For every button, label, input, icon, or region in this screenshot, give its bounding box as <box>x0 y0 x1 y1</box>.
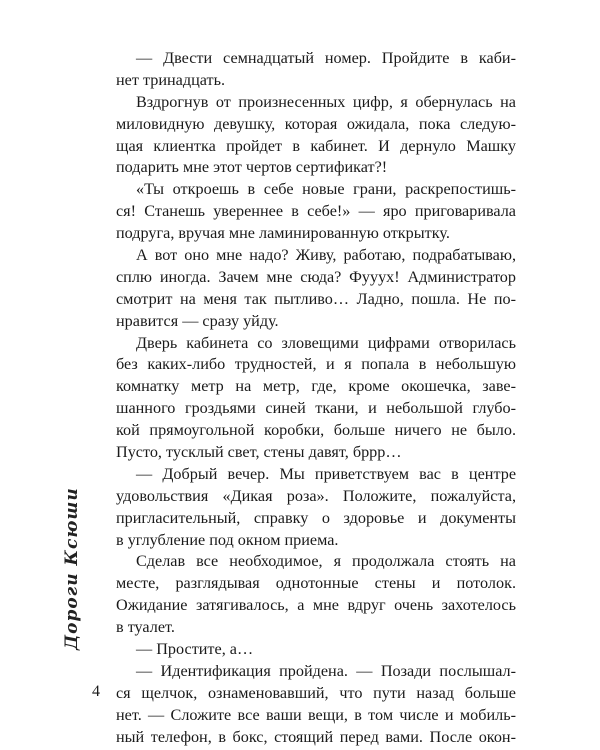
text-line: ся! Станешь увереннее в себе!» — яро приговаривала <box>116 202 516 221</box>
text-line: — Двести семнадцатый номер. Пройдите в каби- <box>136 49 516 67</box>
text-line: нет. — Сложите все ваши вещи, в том числе и мобиль- <box>116 705 516 724</box>
text-line: сплю иногда. Зачем мне сюда? Фууух! Администратор <box>116 267 516 286</box>
text-line: шанного гроздьями синей ткани, и небольшой глубо- <box>116 399 516 418</box>
text-line: без каких-либо трудностей, и я попала в небольшую <box>116 355 516 374</box>
author-signature-stamp: Дороги Ксюши <box>62 487 82 650</box>
text-line: смотрит на меня так пытливо… Ладно, пошла. Не по- <box>116 289 516 308</box>
body-text <box>116 48 516 749</box>
text-line: Ожидание затягивалось, а мне вдруг очень захотелось <box>116 596 516 615</box>
text-line: — Добрый вечер. Мы приветствуем вас в центре <box>136 464 516 483</box>
text-line: щая клиентка пройдет в кабинет. И дернуло Машку <box>116 136 516 155</box>
text-line: миловидную девушку, которая ожидала, пока следую- <box>116 114 516 133</box>
text-line: пригласительный, справку о здоровье и документы <box>116 508 516 527</box>
text-line: удовольствия «Дикая роза». Положите, пожалуйста, <box>116 486 516 505</box>
text-line: А вот оно мне надо? Живу, работаю, подрабатываю, <box>136 246 516 265</box>
text-line: нет тринадцать. <box>116 70 226 89</box>
text-line: Вздрогнув от произнесенных цифр, я обернулась на <box>136 92 516 111</box>
text-line: подарить мне этот чертов сертификат?! <box>116 158 388 177</box>
text-line: в углубление под окном приема. <box>116 530 339 549</box>
text-line: Сделав все необходимое, я продолжала стоять на <box>136 552 516 571</box>
text-line: нравится — сразу уйду. <box>116 311 279 330</box>
page-number: 4 <box>92 683 100 700</box>
text-line: подруга, вручая мне ламинированную открытку. <box>116 224 450 243</box>
text-line: ся щелчок, ознаменовавший, что пути назад больше <box>116 683 516 702</box>
text-line: — Простите, а… <box>136 640 254 659</box>
text-line: в туалет. <box>116 618 175 637</box>
text-line: Пусто, тусклый свет, стены давят, бррр… <box>116 443 402 462</box>
text-line: месте, разглядывая однотонные стены и потолок. <box>116 574 516 593</box>
text-line: «Ты откроешь в себе новые грани, раскрепостишь- <box>136 180 516 199</box>
text-line: ный телефон, в бокс, стоящий перед вами. После окон- <box>116 727 516 746</box>
text-line: кой прямоугольной коробки, больше ничего не было. <box>116 421 516 440</box>
text-line: — Идентификация пройдена. — Позади послышал- <box>136 661 516 680</box>
text-line: комнатку метр на метр, где, кроме окошечка, заве- <box>116 377 516 396</box>
text-line: Дверь кабинета со зловещими цифрами отворилась <box>136 333 516 352</box>
